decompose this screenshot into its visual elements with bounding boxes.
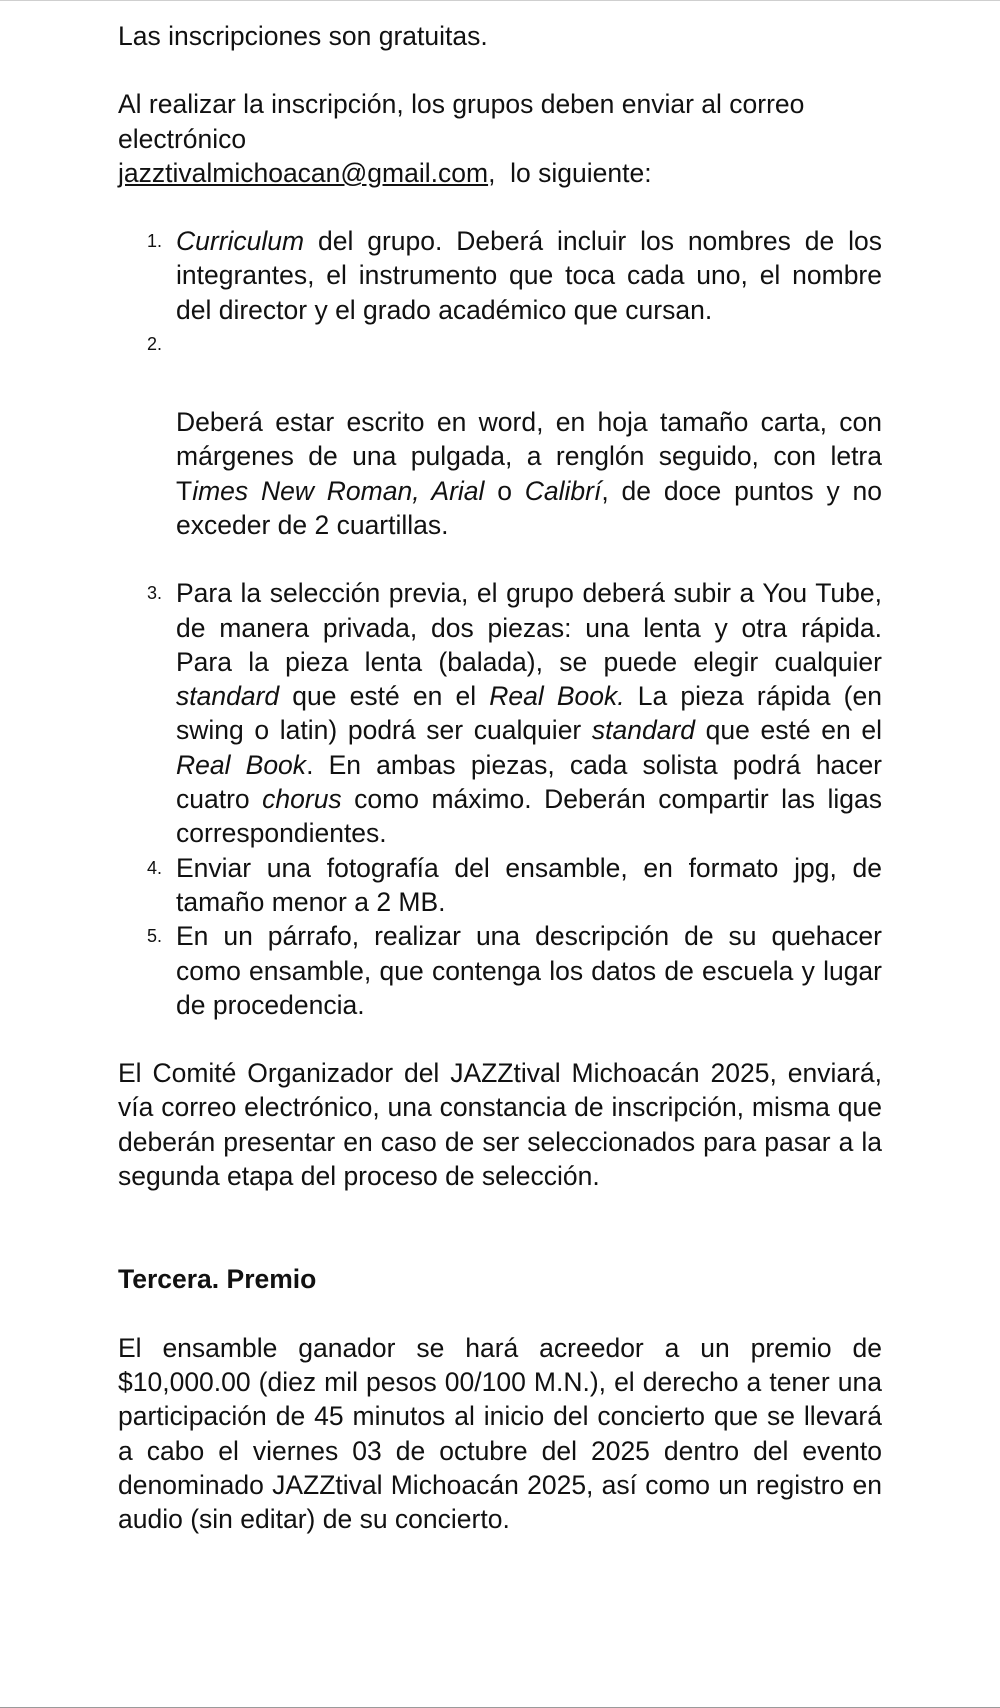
- text-segment: La pieza rápida (en swing o latin) podrá ser cualquier: [176, 681, 882, 746]
- italic-text: Real Book.: [489, 681, 625, 712]
- text-segment: Deberá estar escrito en word, en hoja tamaño carta, con márgenes de una pulgada, a renglón seguido, con letra T: [176, 407, 882, 506]
- list-number: 4.: [147, 857, 163, 878]
- italic-text: standard: [591, 715, 696, 746]
- list-number: 2.: [147, 334, 163, 355]
- list-item: [118, 919, 882, 1022]
- send-instructions-text: Al realizar la inscripción, los grupos deben enviar al correo electrónico: [118, 89, 805, 154]
- list-number: 3.: [147, 583, 163, 604]
- list-item: [118, 576, 882, 850]
- italic-text: imes New Roman, Arial: [192, 475, 485, 506]
- committee-paragraph: El Comité Organizador del JAZZtival Michoacán 2025, enviará, vía correo electrónico, una constancia de inscripción, misma que deberán presentar en caso de ser seleccionados para pasar a la segunda etapa del proceso de selección.: [118, 1058, 882, 1192]
- text-segment: del grupo. Deberá incluir los nombres de los integrantes, el instrumento que toca cada uno, el nombre del director y el grado académico que cursan.: [176, 226, 882, 325]
- free-registration-text: Las inscripciones son gratuitas.: [118, 21, 488, 51]
- text-segment: como máximo. Deberán compartir las ligas correspondientes.: [176, 784, 882, 849]
- list-number: 5.: [147, 926, 163, 947]
- text-segment: , de doce puntos y no exceder de 2 cuartillas.: [176, 475, 883, 540]
- italic-text: Curriculum: [176, 226, 305, 257]
- list-item-text: [176, 919, 882, 1022]
- list-item-text: [176, 851, 882, 920]
- send-instructions-suffix: , lo siguiente:: [488, 157, 652, 188]
- send-instructions-paragraph: [118, 87, 882, 190]
- text-segment: . En ambas piezas, cada solista podrá hacer cuatro: [176, 749, 883, 815]
- text-segment: En un párrafo, realizar una descripción de su quehacer como ensamble, que contenga los datos de escuela y lugar de procedencia.: [176, 921, 882, 1020]
- requirements-list: [118, 224, 882, 1022]
- list-item-text: [176, 327, 882, 542]
- list-item: [118, 327, 882, 542]
- section-heading-prize: Tercera. Premio: [118, 1264, 317, 1295]
- list-item: [118, 224, 882, 327]
- italic-text: chorus: [262, 784, 342, 815]
- text-segment: Enviar una fotografía del ensamble, en formato jpg, de tamaño menor a 2 MB.: [176, 852, 882, 917]
- italic-text: Calibrí: [524, 475, 602, 506]
- text-segment: que esté en el: [279, 681, 490, 712]
- list-item: [118, 851, 882, 920]
- email-link[interactable]: jazztivalmichoacan@gmail.com: [118, 157, 489, 188]
- document-body: [118, 19, 882, 1536]
- list-item-text: [176, 224, 882, 327]
- text-segment: que esté en el: [695, 715, 883, 746]
- list-number: 1.: [147, 231, 163, 252]
- text-segment: Para la selección previa, el grupo deberá subir a You Tube, de manera privada, dos piezas: una lenta y otra rápida. Para la pieza lenta (balada), se puede elegir cualquier: [176, 578, 882, 677]
- text-segment: o: [484, 475, 525, 506]
- italic-text: standard: [176, 681, 280, 712]
- prize-paragraph: El ensamble ganador se hará acreedor a un premio de $10,000.00 (diez mil pesos 00/100 M.N.), el derecho a tener una participación de 45 minutos al inicio del concierto que se llevará a cabo el viernes 03 de octubre del 2025 dentro del evento denominado JAZZtival Michoacán 2025, así como un registro en audio (sin editar) de su concierto.: [118, 1332, 882, 1535]
- italic-text: Real Book: [176, 749, 307, 780]
- list-item-text: [176, 576, 882, 850]
